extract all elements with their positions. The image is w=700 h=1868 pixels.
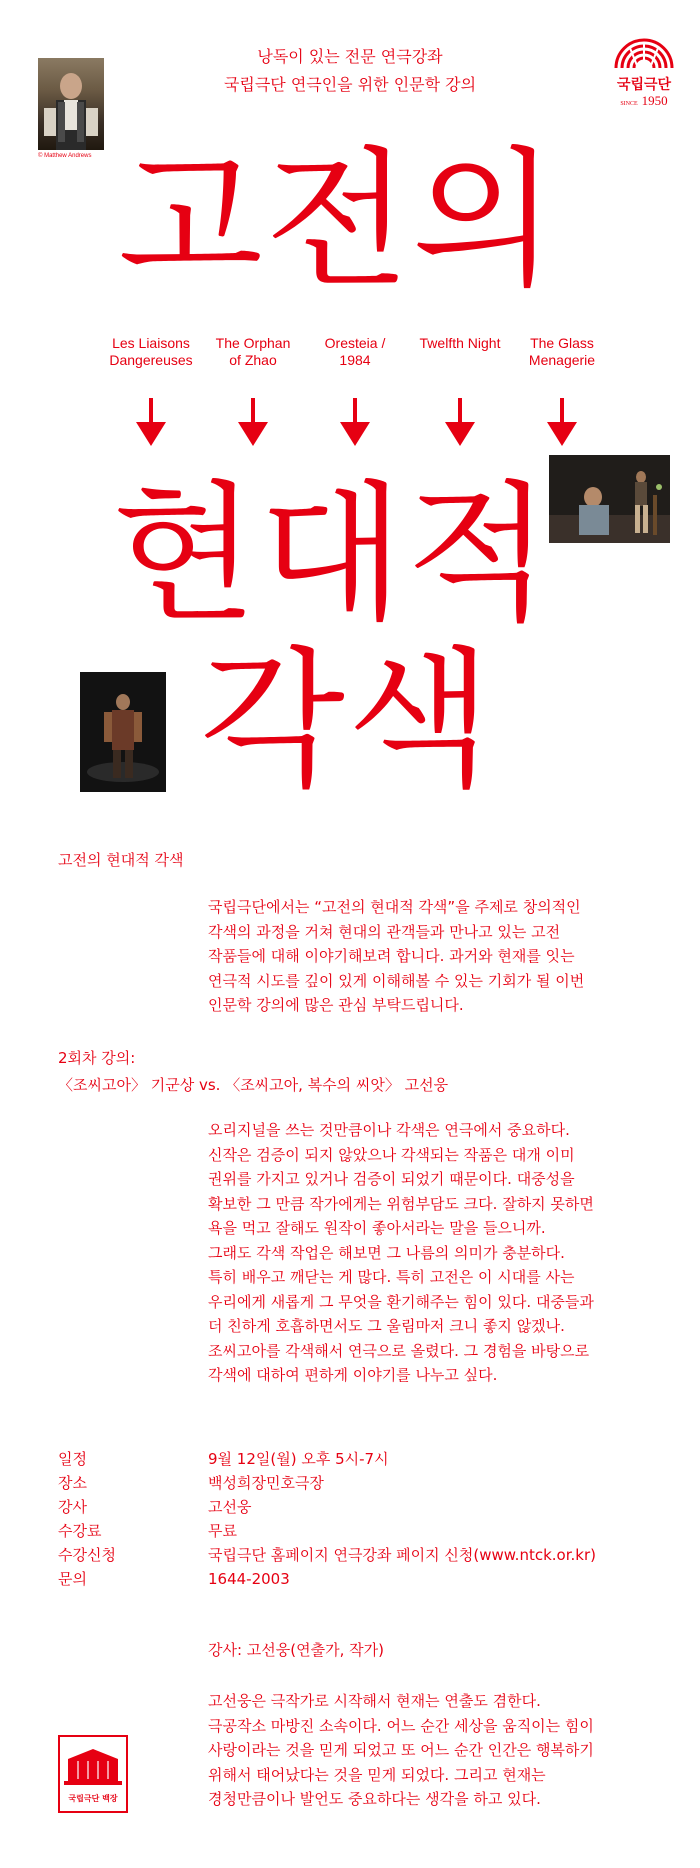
theater-building-icon — [60, 1743, 126, 1789]
session-paragraph: 오리지널을 쓰는 것만큼이나 각색은 연극에서 중요하다. 신작은 검증이 되지 않았으나 각색되는 작품은 대개 이미 권위를 가지고 있거나 검증이 되었기 때문이다. 대중성을 확보한 그 만큼 작가에게는 위험부담도 크다. 잘하지 못하면 욕을 먹고 잘해도 원작이 좋아서라는 말을 들으니까. 그래도 각색 작업은 해보면 그 나름의 의미가 충분하다. 특히 배우고 깨닫는 게 많다. 특히 고전은 이 시대를 사는 우리에게 새롭게 그 무엇을 환기해주는 힘이 있다. 대중들과 더 친하게 호흡하면서도 그 울림마저 크니 좋지 않겠나. 조씨고아를 각색해서 연극으로 올렸다. 그 경험을 바탕으로 각색에 대하여 편하게 이야기를 나누고 싶다. — [208, 1121, 594, 1384]
footer-badge — [58, 1735, 128, 1813]
lecturer-paragraph: 고선웅은 극작가로 시작해서 현재는 연출도 겸한다. 극공작소 마방진 소속이다. 어느 순간 세상을 움직이는 힘이 사랑이라는 것을 믿게 되었고 또 어느 순간 인간은 행복하기 위해서 태어났다는 것을 믿게 되었다. 그리고 현재는 경청만큼이나 발언도 중요하다는 생각을 하고 있다. — [208, 1692, 594, 1808]
subtitle-line-1: 낭독이 있는 전문 연극강좌 — [257, 47, 443, 66]
intro-heading: 고전의 현대적 각색 — [58, 851, 184, 869]
info-value[interactable]: 국립극단 홈페이지 연극강좌 페이지 신청(www.ntck.or.kr) — [208, 1546, 596, 1564]
play-glass-menagerie: The Glass Menagerie — [528, 335, 596, 368]
info-row-lecturer — [58, 1495, 678, 1519]
info-row-fee — [58, 1519, 678, 1543]
info-label: 장소 — [58, 1474, 87, 1492]
play-twelfth-night: Twelfth Night — [419, 335, 501, 351]
title-classic: 고전의 — [118, 134, 559, 308]
info-value: 무료 — [208, 1522, 237, 1540]
lecturer-heading: 강사: 고선웅(연출가, 작가) — [208, 1641, 384, 1659]
logo-year: 1950 — [641, 93, 668, 108]
info-label: 문의 — [58, 1570, 87, 1588]
logo-name: 국립극단 — [616, 77, 672, 93]
info-row-venue — [58, 1471, 678, 1495]
stage-photo-right — [549, 455, 670, 543]
arrow-down-icon — [136, 398, 166, 448]
subtitle-line-2: 국립극단 연극인을 위한 인문학 강의 — [223, 75, 477, 94]
info-label: 수강신청 — [58, 1546, 116, 1564]
intro-paragraph: 국립극단에서는 “고전의 현대적 각색”을 주제로 창의적인 각색의 과정을 거쳐 현대의 관객들과 만나고 있는 고전 작품들에 대해 이야기해보려 합니다. 과거와 현재를 잇는 연극적 시도를 깊이 있게 이해해볼 수 있는 기회가 될 이번 인문학 강의에 많은 관심 부탁드립니다. — [208, 898, 585, 1014]
info-value: 고선웅 — [208, 1498, 252, 1516]
footer-badge-label: 국립극단 백장 — [68, 1794, 118, 1803]
stage-photo-left — [80, 672, 166, 792]
session-title: 2회차 강의: 〈조씨고아〉 기군상 vs. 〈조씨고아, 복수의 씨앗〉 고선웅 — [58, 1049, 449, 1094]
arrow-down-icon — [445, 398, 475, 448]
info-label: 수강료 — [58, 1522, 102, 1540]
logo-since: SINCE — [620, 101, 638, 107]
info-row-schedule — [58, 1447, 678, 1471]
title-adaptation: 각색 — [200, 634, 494, 808]
play-orphan-of-zhao: The Orphan of Zhao — [215, 335, 291, 368]
play-les-liaisons: Les Liaisons Dangereuses — [109, 335, 193, 368]
arrow-down-icon — [340, 398, 370, 448]
info-value: 9월 12일(월) 오후 5시-7시 — [208, 1450, 389, 1468]
info-table — [58, 1447, 678, 1591]
play-oresteia-1984: Oresteia / 1984 — [324, 335, 386, 368]
arrow-down-icon — [238, 398, 268, 448]
info-label: 일정 — [58, 1450, 87, 1468]
info-row-registration — [58, 1543, 678, 1567]
info-value: 백성희장민호극장 — [208, 1474, 324, 1492]
ntck-logo — [610, 38, 678, 111]
logo-arc-icon — [610, 38, 678, 70]
photo-credit: © Matthew Andrews — [38, 153, 92, 159]
info-row-contact — [58, 1567, 678, 1591]
title-modern: 현대적 — [112, 468, 553, 642]
arrow-down-icon — [547, 398, 577, 448]
info-value: 1644-2003 — [208, 1570, 290, 1588]
info-label: 강사 — [58, 1498, 87, 1516]
